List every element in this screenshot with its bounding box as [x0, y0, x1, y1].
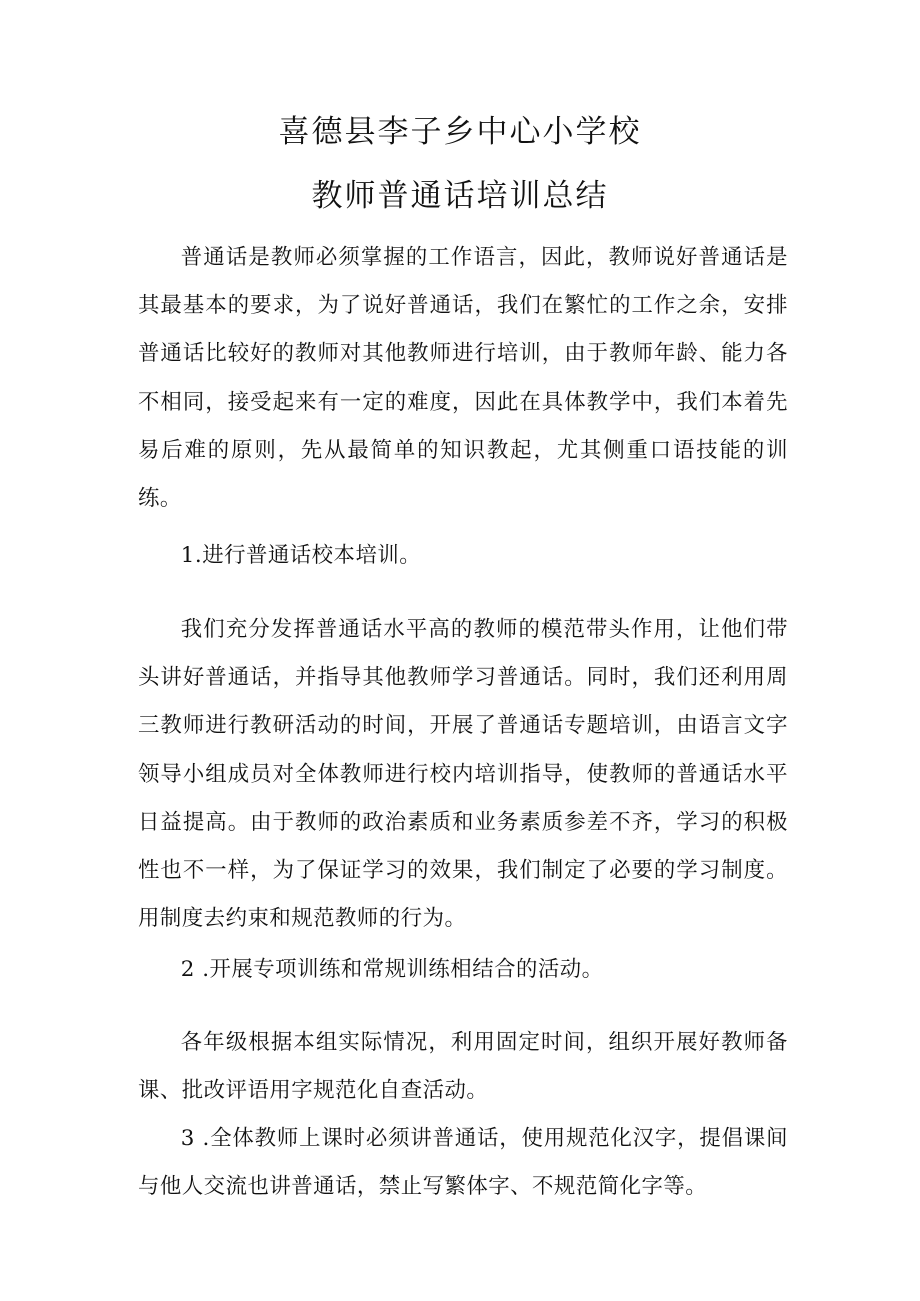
paragraph-section-1: 我们充分发挥普通话水平高的教师的模范带头作用，让他们带头讲好普通话，并指导其他教师学习普通话。同时，我们还利用周三教师进行教研活动的时间，开展了普通话专题培训，由语言文字领导小组成员对全体教师进行校内培训指导，使教师的普通话水平日益提高。由于教师的政治素质和业务素质参差不齐，学习的积极性也不一样，为了保证学习的效果，我们制定了必要的学习制度。用制度去约束和规范教师的行为。 — [138, 617, 788, 932]
section-heading-2: 2 .开展专项训练和常规训练相结合的活动。 — [180, 957, 604, 982]
document-title-school: 喜德县李子乡中心小学校 — [278, 114, 642, 150]
document-title-summary: 教师普通话培训总结 — [311, 178, 609, 214]
paragraph-intro: 普通话是教师必须掌握的工作语言，因此，教师说好普通话是其最基本的要求，为了说好普通话，我们在繁忙的工作之余，安排普通话比较好的教师对其他教师进行培训，由于教师年龄、能力各不相同，接受起来有一定的难度，因此在具体教学中，我们本着先易后难的原则，先从最简单的知识教起，尤其侧重口语技能的训练。 — [138, 245, 788, 512]
paragraph-section-3: 3 .全体教师上课时必须讲普通话，使用规范化汉字，提倡课间与他人交流也讲普通话，禁止写繁体字、不规范简化字等。 — [138, 1126, 788, 1200]
paragraph-section-2: 各年级根据本组实际情况，利用固定时间，组织开展好教师备课、批改评语用字规范化自查活动。 — [138, 1030, 788, 1104]
section-heading-1: 1.进行普通话校本培训。 — [180, 543, 422, 568]
